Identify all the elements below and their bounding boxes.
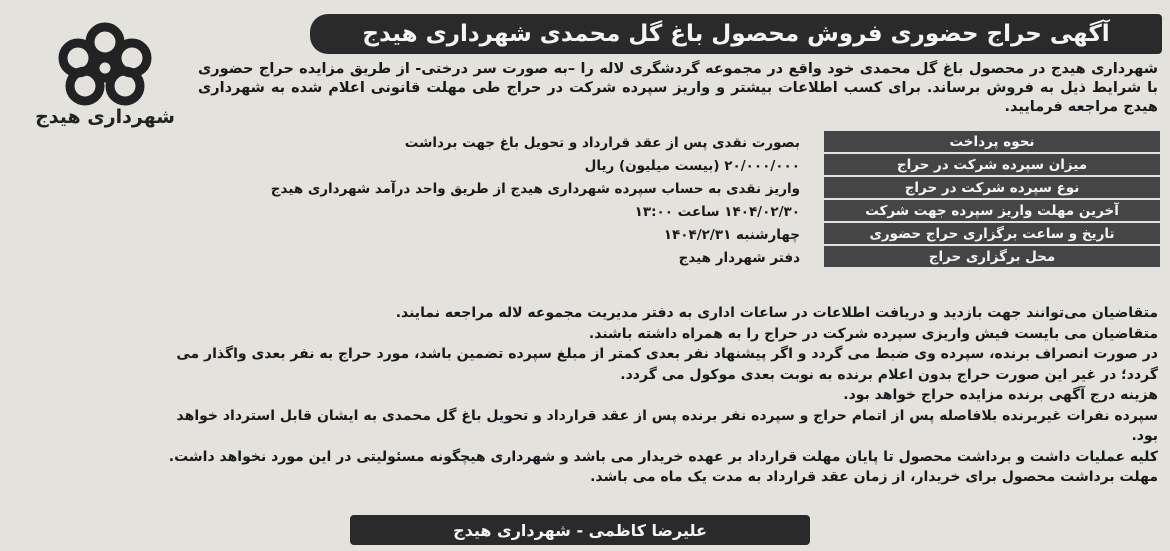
ad-title-text: آگهی حراج حضوری فروش محصول باغ گل محمدی شهرداری هیدج (362, 21, 1110, 47)
condition-item: هزینه درج آگهی برنده مزایده حراج خواهد بود. (843, 387, 1158, 403)
condition-item: متقاضیان می بایست فیش واریزی سپرده شرکت در حراج را به همراه داشته باشند. (588, 325, 1158, 342)
signature-text: علیرضا کاظمی - شهرداری هیدج (453, 520, 707, 540)
auction-info-table (124, 131, 1160, 269)
row-label: نحوه پرداخت (824, 131, 1160, 154)
condition-item: کلیه عملیات داشت و برداشت محصول تا پایان مهلت قرارداد بر عهده خریدار می باشد و شهرداری هیچگونه مسئولیتی در این مورد نخواهد داشت. (168, 448, 1158, 465)
intro-paragraph: شهرداری هیدج در محصول باغ گل محمدی خود واقع در مجموعه گردشگری لاله را –به صورت سر درختی- از طریق مزایده حراج حضوری با شرایط ذیل به فروش برساند. برای کسب اطلاعات بیشتر و واریز سپرده شرکت در حراج طی مهلت قانونی اعلام شده به شهرداری هیدج مراجعه فرمایید. (198, 61, 1158, 115)
table-row (124, 131, 1160, 154)
row-value: ۲۰/۰۰۰/۰۰۰ (بیست میلیون) ریال (584, 157, 800, 174)
row-value: ۱۴۰۴/۰۲/۳۰ ساعت ۱۳:۰۰ (634, 203, 800, 220)
table-row (124, 154, 1160, 177)
row-label: نوع سپرده شرکت در حراج (824, 177, 1160, 200)
row-label: آخرین مهلت واریز سپرده جهت شرکت (824, 200, 1160, 223)
ad-title (310, 14, 1162, 54)
row-value: واریز نقدی به حساب سپرده شهرداری هیدج از طریق واحد درآمد شهرداری هیدج (270, 180, 800, 197)
table-row (124, 177, 1160, 200)
row-value: دفتر شهردار هیدج (678, 249, 800, 266)
row-value: چهارشنبه ۱۴۰۴/۲/۳۱ (663, 226, 800, 243)
table-row (124, 246, 1160, 269)
condition-item: در صورت انصراف برنده، سپرده وی ضبط می گردد و اگر پیشنهاد نفر بعدی کمتر از مبلغ سپرده تضمین باشد، مورد حراج به نفر بعدی واگذار می گردد؛ در غیر این صورت حراج بدون اعلام برنده به نوبت بعدی موکول می گردد. (176, 346, 1158, 383)
conditions-list (148, 303, 1158, 488)
signature-bar (350, 515, 810, 545)
row-label: محل برگزاری حراج (824, 246, 1160, 269)
logo-text: شهرداری هیدج (35, 106, 175, 128)
municipality-logo (30, 20, 180, 130)
table-row (124, 200, 1160, 223)
table-row (124, 223, 1160, 246)
condition-item: سپرده نفرات غیربرنده بلافاصله پس از اتمام حراج و سپرده نفر برنده پس از عقد قرارداد و تحویل باغ گل محمدی به ایشان قابل استرداد خواهد بود. (176, 407, 1158, 444)
condition-item: متقاضیان می‌توانند جهت بازدید و دریافت اطلاعات در ساعات اداری به دفتر مدیریت مجموعه لاله مراجعه نمایند. (395, 305, 1158, 321)
row-value: بصورت نقدی پس از عقد قرارداد و تحویل باغ جهت برداشت (404, 134, 800, 151)
row-label: تاریخ و ساعت برگزاری حراج حضوری (824, 223, 1160, 246)
row-label: میزان سپرده شرکت در حراج (824, 154, 1160, 177)
condition-item: مهلت برداشت محصول برای خریدار، از زمان عقد قرارداد به مدت یک ماه می باشد. (590, 469, 1158, 485)
municipality-logo-icon (30, 20, 180, 110)
